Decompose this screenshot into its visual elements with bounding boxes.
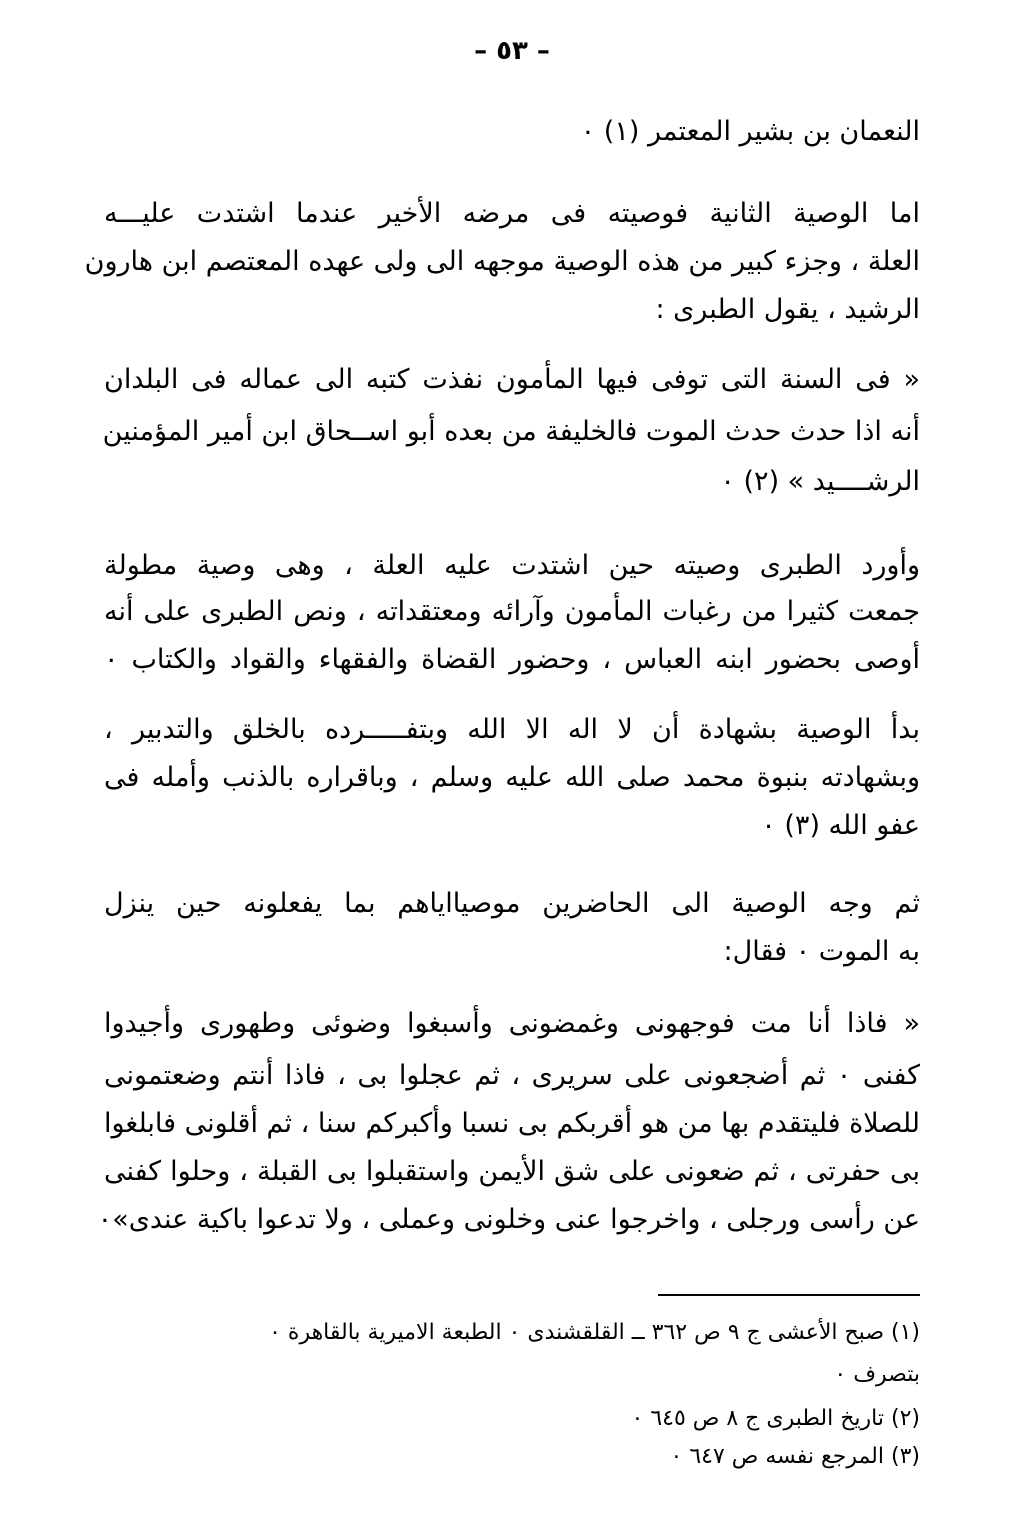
body-line: وأورد الطبرى وصيته حين اشتدت عليه العلة ، وهى وصية مطولة: [104, 550, 920, 581]
body-line: الرشيد ، يقول الطبرى :: [655, 294, 920, 325]
body-line: عفو الله (٣) ٠: [761, 810, 920, 841]
body-line: بدأ الوصية بشهادة أن لا اله الا الله وبتفـــــرده بالخلق والتدبير ،: [104, 714, 920, 745]
body-line: ثم وجه الوصية الى الحاضرين موصيااياهم بما يفعلونه حين ينزل: [104, 888, 920, 919]
body-line: « فاذا أنا مت فوجهونى وغمضونى وأسبغوا وضوئى وطهورى وأجيدوا: [104, 1008, 920, 1039]
footnote-divider: [658, 1294, 920, 1296]
page-number: – ٥٣ –: [474, 36, 550, 66]
body-line: العلة ، وجزء كبير من هذه الوصية موجهه الى ولى عهده المعتصم ابن هارون: [84, 246, 920, 277]
body-line: به الموت ٠ فقال:: [723, 936, 920, 967]
footnote-continuation: بتصرف ٠: [834, 1362, 920, 1387]
body-line: وبشهادته بنبوة محمد صلى الله عليه وسلم ، وباقراره بالذنب وأمله فى: [104, 762, 920, 793]
footnote: (٢) تاريخ الطبرى ج ٨ ص ٦٤٥ ٠: [631, 1406, 920, 1431]
body-line: أوصى بحضور ابنه العباس ، وحضور القضاة والفقهاء والقواد والكتاب ٠: [104, 644, 920, 675]
body-line: جمعت كثيرا من رغبات المأمون وآرائه ومعتقداته ، ونص الطبرى على أنه: [104, 596, 920, 627]
footnote: (١) صبح الأعشى ج ٩ ص ٣٦٢ ــ القلقشندى ٠ الطبعة الاميرية بالقاهرة ٠: [269, 1320, 920, 1345]
body-line: اما الوصية الثانية فوصيته فى مرضه الأخير عندما اشتدت عليـــه: [104, 198, 920, 229]
body-line: « فى السنة التى توفى فيها المأمون نفذت كتبه الى عماله فى البلدان: [104, 364, 920, 395]
body-line: للصلاة فليتقدم بها من هو أقربكم بى نسبا وأكبركم سنا ، ثم أقلونى فابلغوا: [103, 1108, 920, 1139]
body-line: بى حفرتى ، ثم ضعونى على شق الأيمن واستقبلوا بى القبلة ، وحلوا كفنى: [104, 1156, 920, 1187]
body-line: النعمان بن بشير المعتمر (١) ٠: [580, 116, 920, 147]
body-line: الرشــــيد » (٢) ٠: [720, 466, 920, 497]
footnote: (٣) المرجع نفسه ص ٦٤٧ ٠: [670, 1444, 920, 1469]
body-line: عن رأسى ورجلى ، واخرجوا عنى وخلونى وعملى ، ولا تدعوا باكية عندى»٠: [97, 1204, 920, 1235]
body-line: كفنى ٠ ثم أضجعونى على سريرى ، ثم عجلوا بى ، فاذا أنتم وضعتمونى: [104, 1060, 920, 1091]
body-line: أنه اذا حدث حدث الموت فالخليفة من بعده أبو اســحاق ابن أمير المؤمنين: [102, 416, 920, 447]
